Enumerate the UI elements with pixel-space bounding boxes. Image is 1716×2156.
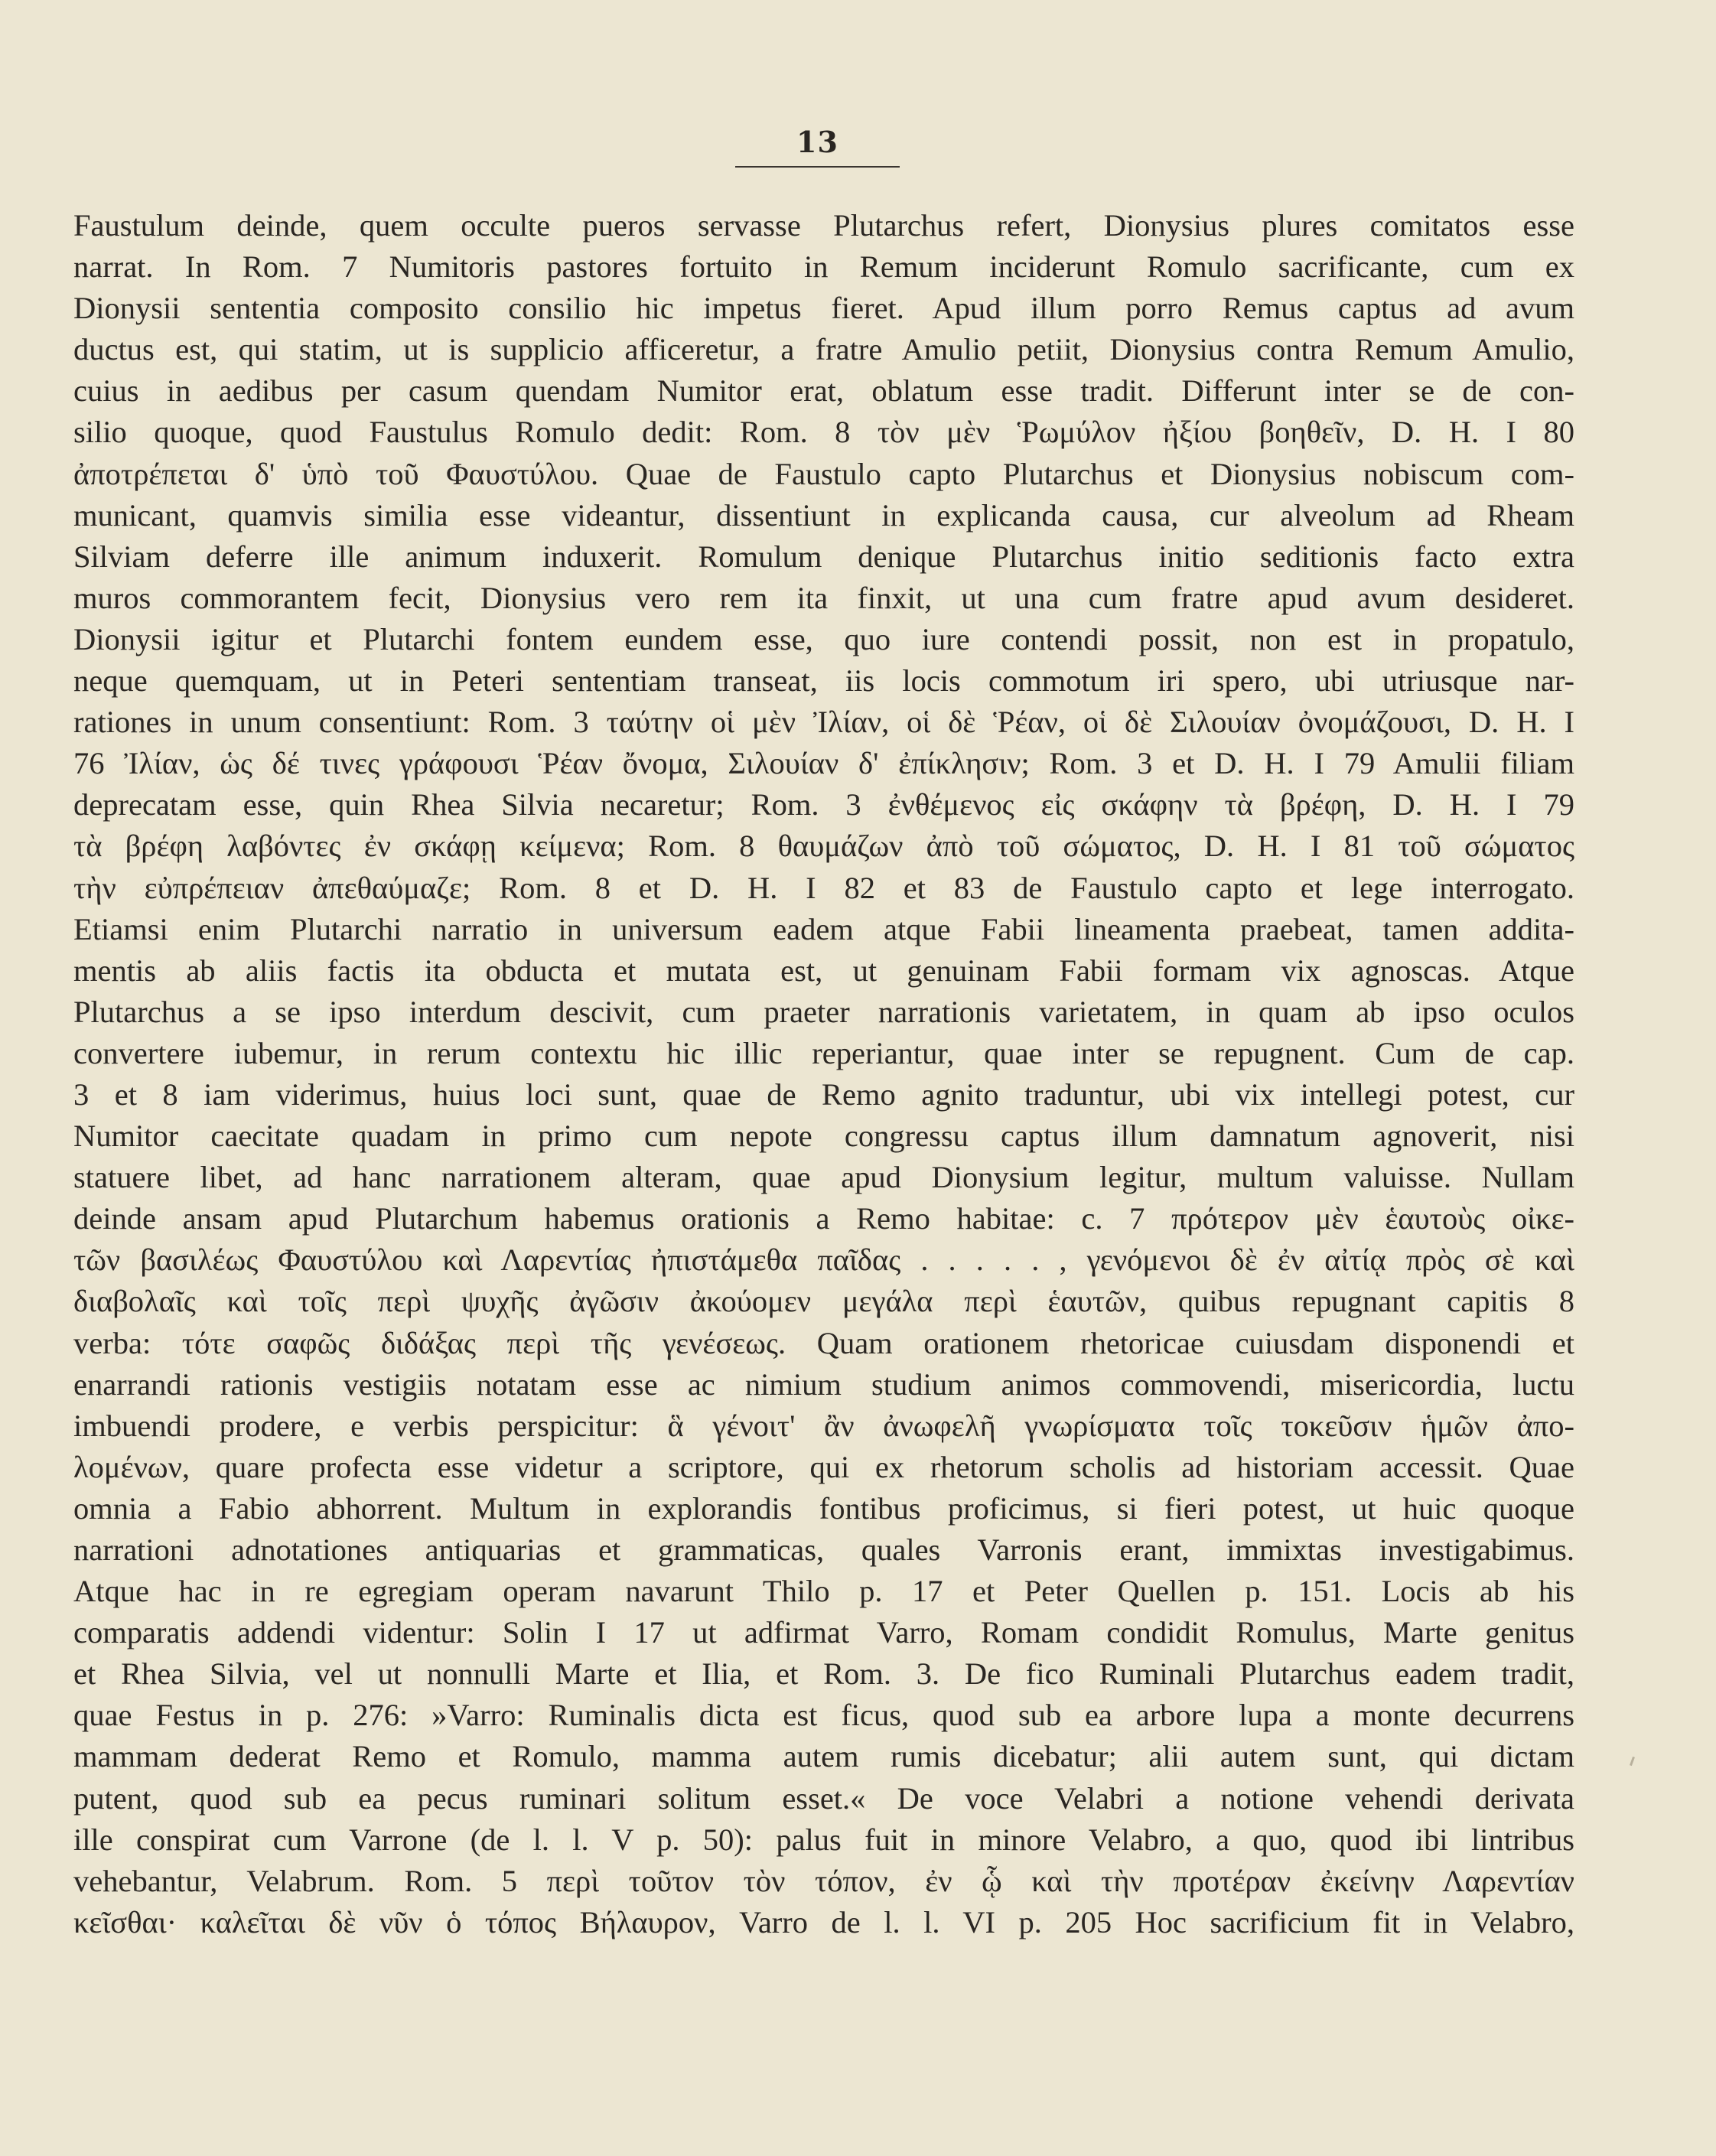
text-line: omnia a Fabio abhorrent. Multum in explorandis fontibus proficimus, si fieri potest, ut huic quoque [73, 1490, 1574, 1526]
text-line: λομένων, quare profecta esse videtur a scriptore, qui ex rhetorum scholis ad historiam accessit. Quae [73, 1449, 1574, 1484]
text-line: imbuendi prodere, e verbis perspicitur: ἃ γένοιτ' ἂν ἀνωφελῆ γνωρίσματα τοῖς τοκεῦσιν ἡμῶν ἀπο- [73, 1408, 1574, 1443]
text-line: rationes in unum consentiunt: Rom. 3 ταύτην οἱ μὲν Ἰλίαν, οἱ δὲ Ῥέαν, οἱ δὲ Σιλουίαν ὀνομάζουσι, D. H. I [73, 705, 1574, 740]
text-line: cuius in aedibus per casum quendam Numitor erat, oblatum esse tradit. Differunt inter se de con- [73, 373, 1574, 409]
text-line: ille conspirat cum Varrone (de l. l. V p. 50): palus fuit in minore Velabro, a quo, quod ibi lintribus [73, 1822, 1574, 1857]
text-line: quae Festus in p. 276: »Varro: Ruminalis dicta est ficus, quod sub ea arbore lupa a monte decurrens [73, 1698, 1574, 1733]
text-line: τὰ βρέφη λαβόντες ἐν σκάφῃ κείμενα; Rom. 8 θαυμάζων ἀπὸ τοῦ σώματος, D. H. I 81 τοῦ σώματος [73, 829, 1574, 864]
text-line: κεῖσθαι· καλεῖται δὲ νῦν ὁ τόπος Βήλαυρον, Varro de l. l. VI p. 205 Hoc sacrificium fit in Velabro, [73, 1904, 1574, 1939]
text-line: Atque hac in re egregiam operam navarunt Thilo p. 17 et Peter Quellen p. 151. Locis ab his [73, 1574, 1574, 1609]
text-line: muros commorantem fecit, Dionysius vero rem ita finxit, ut una cum fratre apud avum desideret. [73, 580, 1574, 615]
page-number: 13 [796, 125, 838, 159]
text-line: 76 Ἰλίαν, ὡς δέ τινες γράφουσι Ῥέαν ὄνομα, Σιλουίαν δ' ἐπίκλησιν; Rom. 3 et D. H. I 79 Amulii filiam [73, 746, 1574, 781]
text-line: vehebantur, Velabrum. Rom. 5 περὶ τοῦτον τὸν τόπον, ἐν ᾧ καὶ τὴν προτέραν ἐκείνην Λαρεντίαν [73, 1863, 1574, 1898]
text-line: mentis ab aliis factis ita obducta et mutata est, ut genuinam Fabii formam vix agnoscas. Atque [73, 953, 1574, 988]
text-line: verba: τότε σαφῶς διδάξας περὶ τῆς γενέσεως. Quam orationem rhetoricae cuiusdam disponendi et [73, 1325, 1574, 1360]
text-line: putent, quod sub ea pecus ruminari solitum esset.« De voce Velabri a notione vehendi derivata [73, 1780, 1574, 1816]
text-line: narrationi adnotationes antiquarias et grammaticas, quales Varronis erant, immixtas investigabimus. [73, 1532, 1574, 1567]
text-line: convertere iubemur, in rerum contextu hic illic reperiantur, quae inter se repugnent. Cum de cap. [73, 1035, 1574, 1070]
text-line: Numitor caecitate quadam in primo cum nepote congressu captus illum damnatum agnoverit, nisi [73, 1119, 1574, 1154]
text-line: ductus est, qui statim, ut is supplicio afficeretur, a fratre Amulio petiit, Dionysius contra Remum Amulio, [73, 332, 1574, 367]
text-line: et Rhea Silvia, vel ut nonnulli Marte et Ilia, et Rom. 3. De fico Ruminali Plutarchus eadem tradit, [73, 1656, 1574, 1692]
text-line: statuere libet, ad hanc narrationem alteram, quae apud Dionysium legitur, multum valuisse. Nullam [73, 1160, 1574, 1195]
text-line: τῶν βασιλέως Φαυστύλου καὶ Λαρεντίας ἠπιστάμεθα παῖδας . . . . . , γενόμενοι δὲ ἐν αἰτίᾳ πρὸς σὲ καὶ [73, 1242, 1574, 1278]
text-line: Dionysii sententia composito consilio hic impetus fieret. Apud illum porro Remus captus ad avum [73, 291, 1574, 326]
text-line: neque quemquam, ut in Peteri sententiam transeat, iis locis commotum iri spero, ubi utriusque nar- [73, 663, 1574, 699]
text-line: 3 et 8 iam viderimus, huius loci sunt, quae de Remo agnito traduntur, ubi vix intellegi potest, cur [73, 1076, 1574, 1112]
text-line: municant, quamvis similia esse videantur, dissentiunt in explicanda causa, cur alveolum ad Rheam [73, 497, 1574, 532]
text-line: deprecatam esse, quin Rhea Silvia necaretur; Rom. 3 ἐνθέμενος εἰς σκάφην τὰ βρέφη, D. H. I 79 [73, 787, 1574, 822]
text-line: mammam dederat Remo et Romulo, mamma autem rumis dicebatur; alii autem sunt, qui dictam [73, 1739, 1574, 1774]
text-line: Plutarchus a se ipso interdum descivit, cum praeter narrationis varietatem, in quam ab ipso oculos [73, 994, 1574, 1029]
paper-speck [1630, 1757, 1635, 1766]
body-text [73, 205, 1574, 1943]
text-line: deinde ansam apud Plutarchum habemus orationis a Remo habitae: c. 7 πρότερον μὲν ἑαυτοὺς οἰκε- [73, 1201, 1574, 1236]
text-line: Etiamsi enim Plutarchi narratio in universum eadem atque Fabii lineamenta praebeat, tamen addita- [73, 911, 1574, 946]
header-rule [735, 166, 900, 168]
text-line: διαβολαῖς καὶ τοῖς περὶ ψυχῆς ἀγῶσιν ἀκούομεν μεγάλα περὶ ἑαυτῶν, quibus repugnant capitis 8 [73, 1284, 1574, 1319]
text-line: Silviam deferre ille animum induxerit. Romulum denique Plutarchus initio seditionis facto extra [73, 539, 1574, 574]
text-line: silio quoque, quod Faustulus Romulo dedit: Rom. 8 τὸν μὲν Ῥωμύλον ἠξίου βοηθεῖν, D. H. I 80 [73, 415, 1574, 450]
text-line: Dionysii igitur et Plutarchi fontem eundem esse, quo iure contendi possit, non est in propatulo, [73, 621, 1574, 656]
text-line: τὴν εὐπρέπειαν ἀπεθαύμαζε; Rom. 8 et D. H. I 82 et 83 de Faustulo capto et lege interrogato. [73, 870, 1574, 905]
text-line: narrat. In Rom. 7 Numitoris pastores fortuito in Remum inciderunt Romulo sacrificante, cum ex [73, 249, 1574, 285]
text-line: comparatis addendi videntur: Solin I 17 ut adfirmat Varro, Romam condidit Romulus, Marte genitus [73, 1615, 1574, 1650]
text-line: enarrandi rationis vestigiis notatam esse ac nimium studium animos commovendi, misericordia, luctu [73, 1366, 1574, 1402]
text-line: ἀποτρέπεται δ' ὑπὸ τοῦ Φαυστύλου. Quae de Faustulo capto Plutarchus et Dionysius nobiscum com- [73, 456, 1574, 491]
text-line: Faustulum deinde, quem occulte pueros servasse Plutarchus refert, Dionysius plures comitatos esse [73, 208, 1574, 243]
